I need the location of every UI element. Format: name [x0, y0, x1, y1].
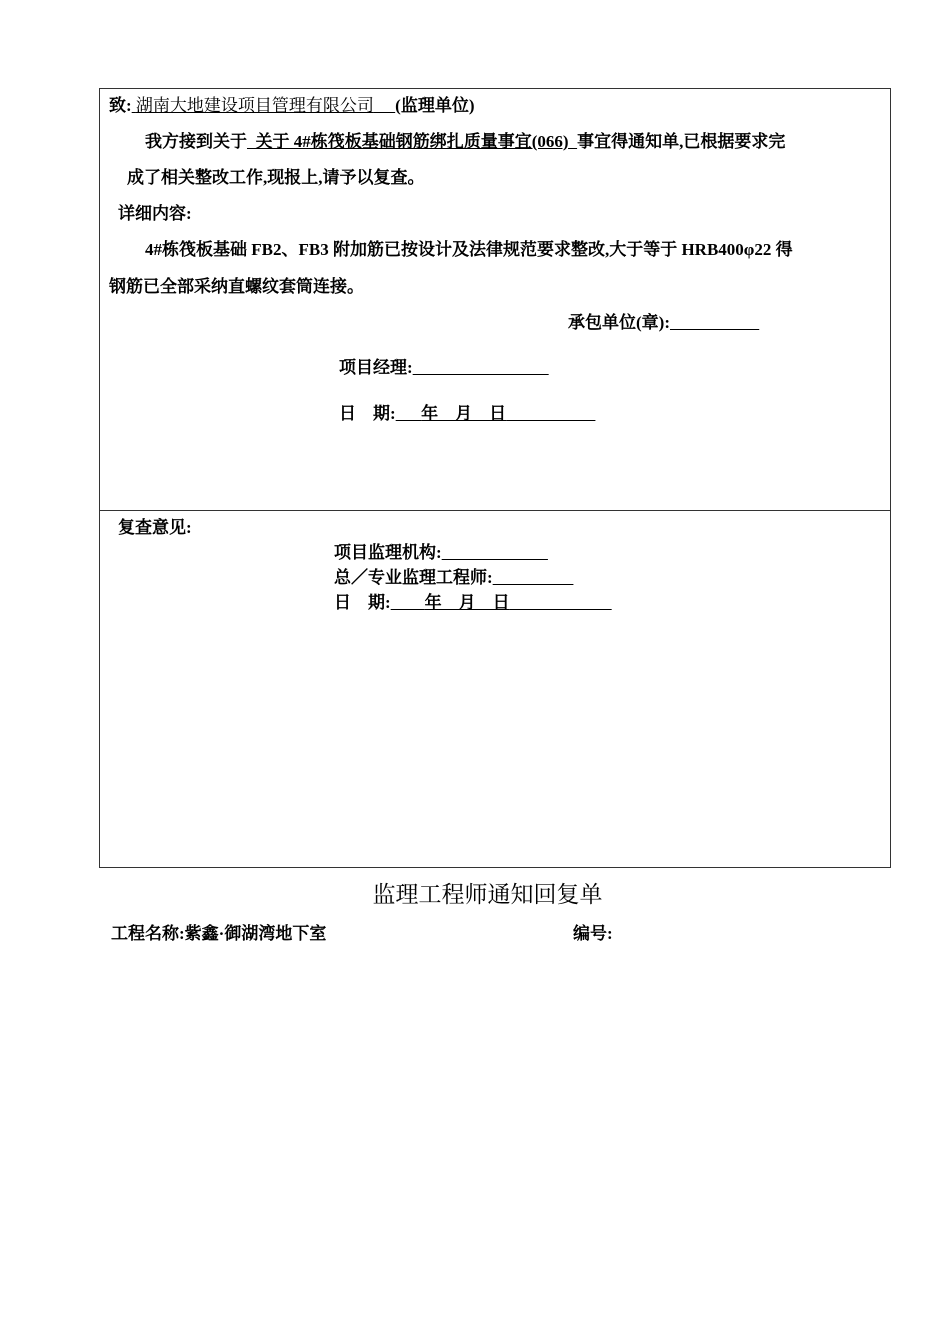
- agency-blank: [442, 543, 548, 562]
- engineer-label: 总／专业监理工程师:: [334, 568, 493, 587]
- agency-signature: [334, 538, 548, 563]
- to-company: 湖南大地建设项目管理有限公司: [135, 96, 374, 115]
- pm-blank: [413, 358, 549, 377]
- detail-line-1: 4#栋筏板基础 FB2、FB3 附加筋已按设计及法律规范要求整改,大于等于 HRB400φ22 得: [145, 240, 793, 259]
- reply-line-2: 成了相关整改工作,现报上,请予以复查。: [127, 168, 425, 187]
- review-date: [334, 588, 612, 613]
- review-date-label: 日 期:: [334, 593, 391, 612]
- review-label: 复查意见:: [118, 518, 192, 537]
- detail-label: 详细内容:: [118, 204, 192, 223]
- addressee-line: [109, 91, 475, 116]
- reply-line-1: [145, 127, 785, 152]
- contractor-blank: [670, 313, 759, 332]
- reply-suffix: 事宜得通知单,已根据要求完: [577, 132, 786, 151]
- reply-prefix: 我方接到关于: [145, 132, 247, 151]
- review-date-value: 年 月 日: [424, 593, 510, 612]
- form-title: 监理工程师通知回复单: [372, 882, 603, 908]
- reply-subject: 关于 4#栋筏板基础钢筋绑扎质量事宜(066): [255, 132, 569, 151]
- notice-date-label: 日 期:: [339, 404, 396, 423]
- detail-line-2: 钢筋已全部采纳直螺纹套筒连接。: [109, 277, 364, 296]
- project-name: 工程名称:紫鑫·御湖湾地下室: [111, 924, 327, 943]
- notice-date-value: 年 月 日: [421, 404, 507, 423]
- engineer-signature: [334, 563, 573, 588]
- contractor-label: 承包单位(章):: [568, 313, 670, 332]
- notice-date: [339, 399, 595, 424]
- engineer-blank: [493, 568, 574, 587]
- to-role: (监理单位): [395, 96, 475, 115]
- agency-label: 项目监理机构:: [334, 543, 442, 562]
- contractor-signature: [568, 308, 759, 333]
- to-label: 致:: [109, 96, 132, 115]
- form-number: 编号:: [573, 924, 613, 943]
- pm-signature: [339, 353, 549, 378]
- pm-label: 项目经理:: [339, 358, 413, 377]
